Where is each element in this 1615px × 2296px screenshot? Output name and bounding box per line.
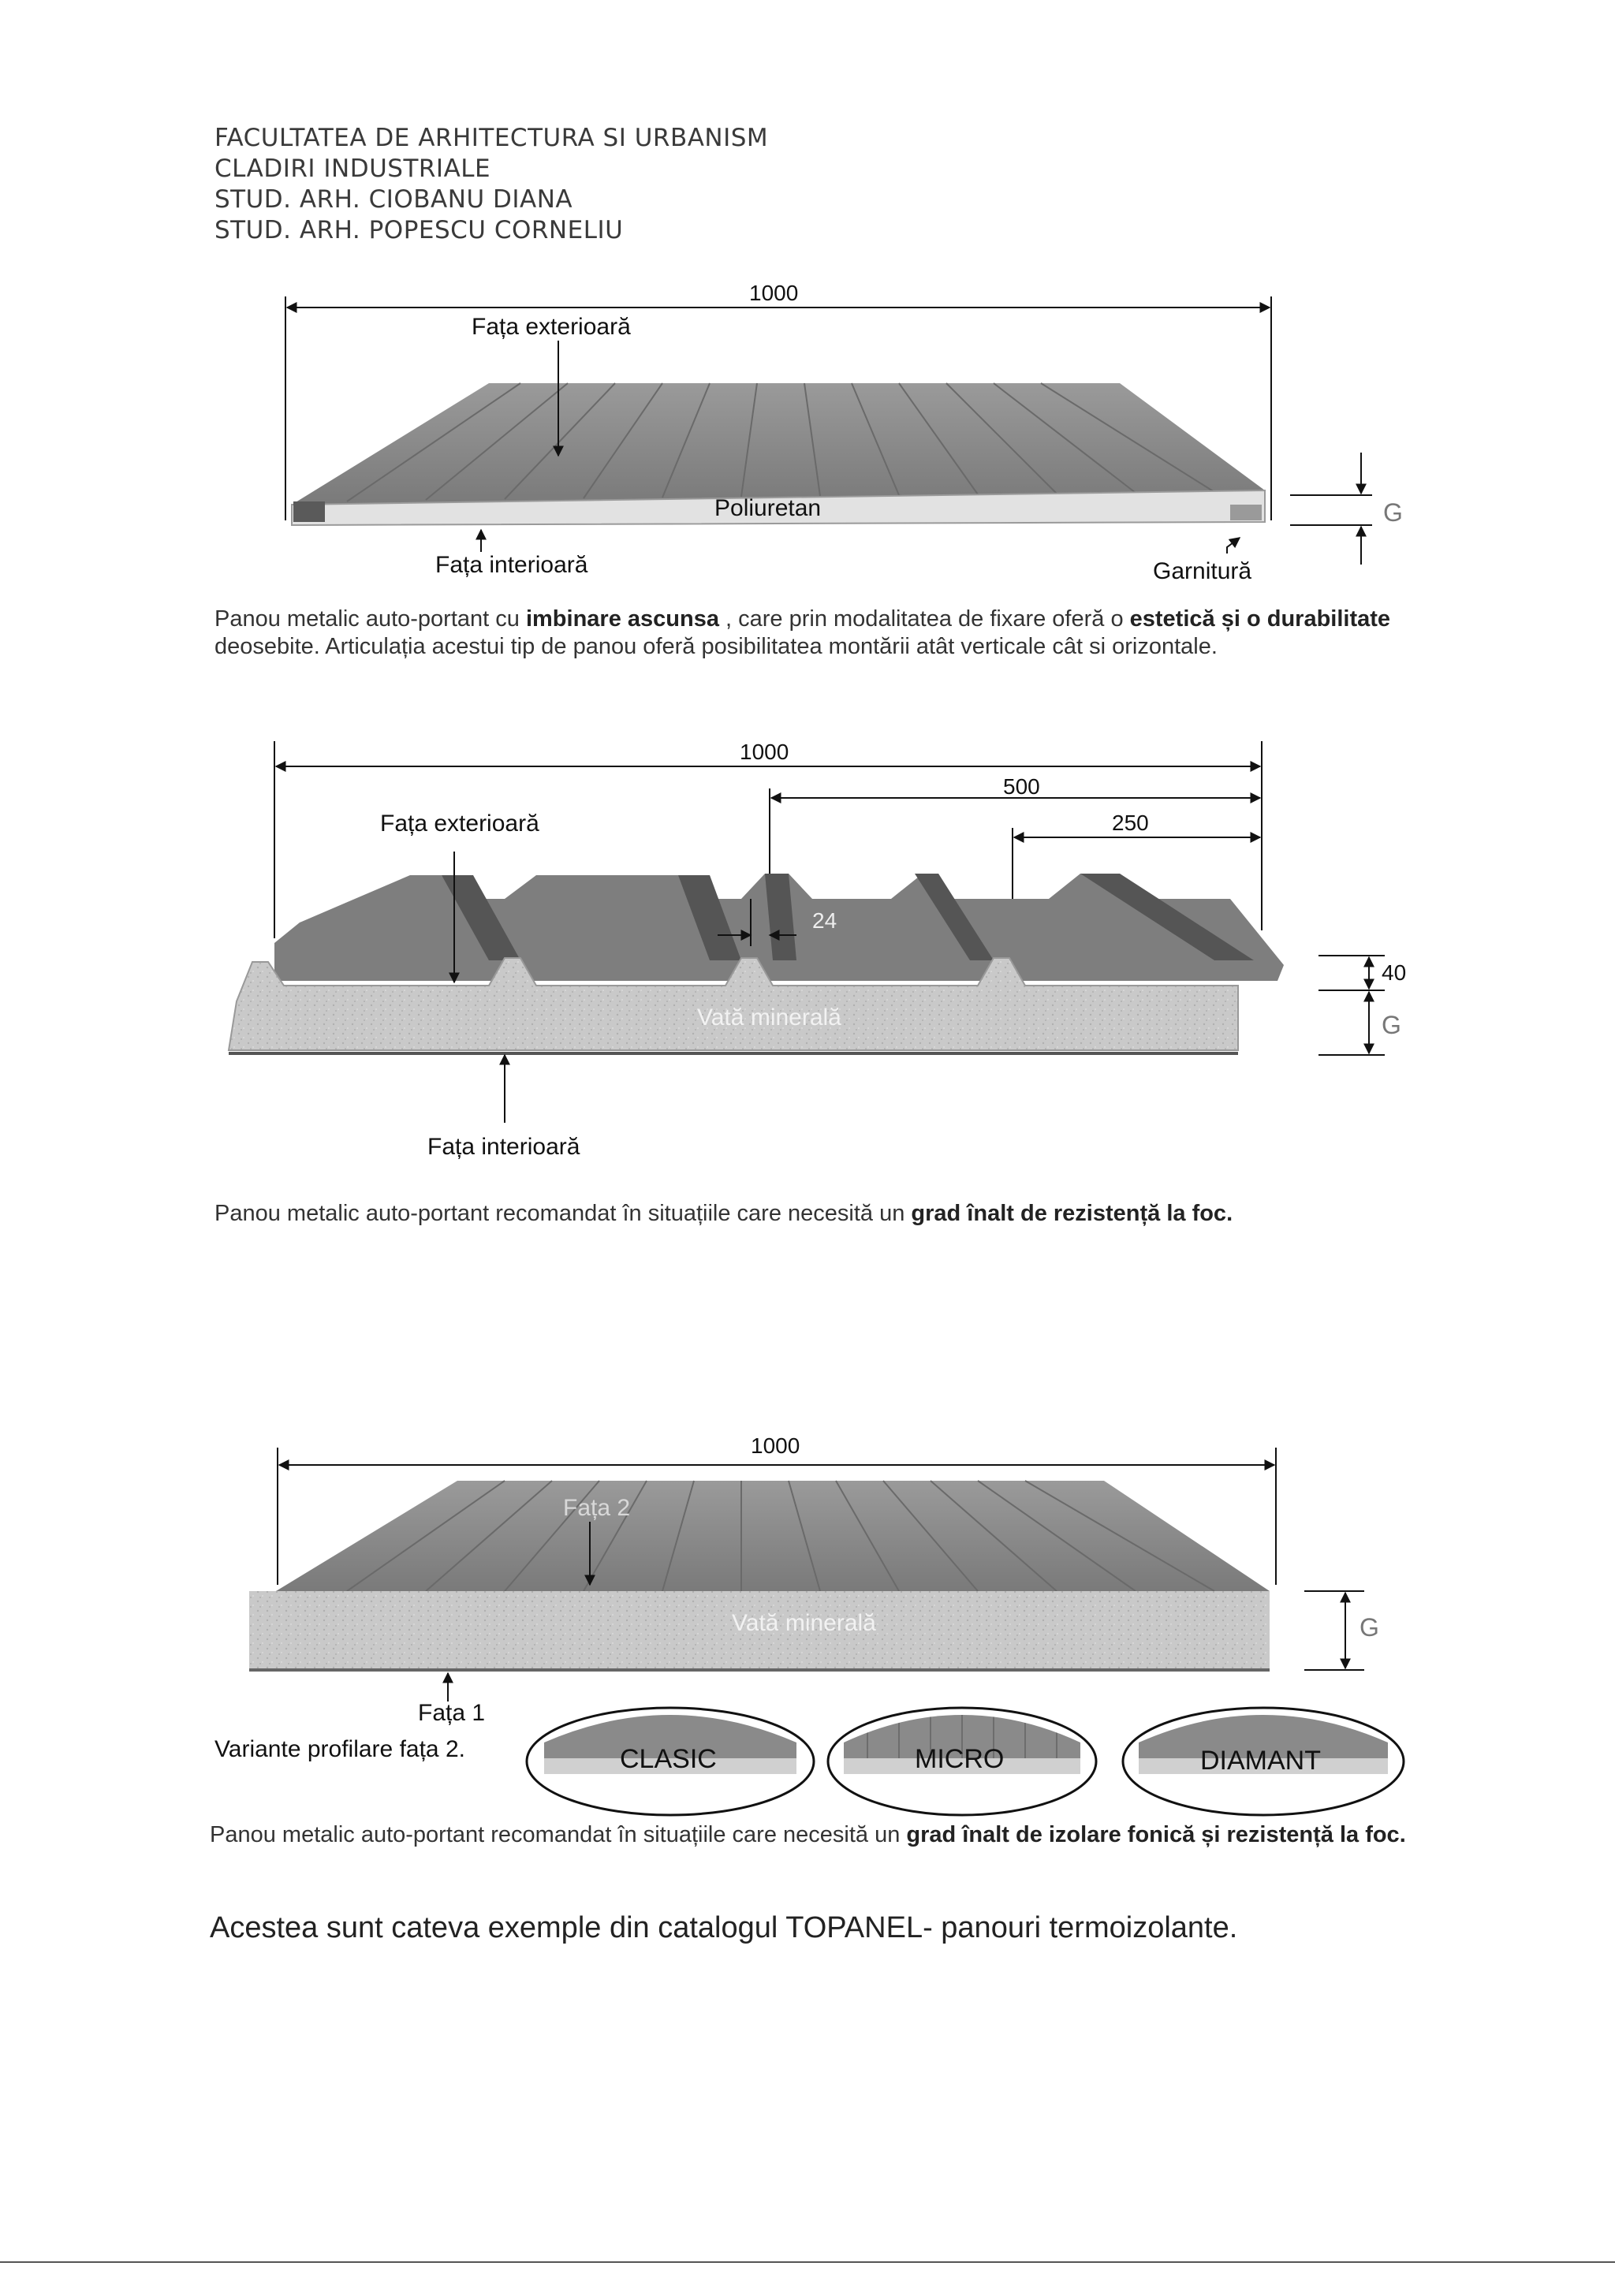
panel1-desc-text-2: , care prin modalitatea de fixare oferă o	[718, 606, 1130, 632]
panel1-label-exterior: Fața exterioară	[472, 314, 631, 340]
variant-micro-label: MICRO	[915, 1744, 1005, 1774]
panel2-desc-text-1: Panou metalic auto-portant recomandat în situațiile care necesită un	[214, 1201, 912, 1226]
variant-diamant-label: DIAMANT	[1200, 1746, 1321, 1776]
panel1-label-g: G	[1383, 498, 1403, 527]
panel3-description	[210, 1821, 1416, 1849]
panel1-dim-width: 1000	[749, 281, 799, 305]
panel3-variants-label: Variante profilare fața 2.	[214, 1736, 465, 1762]
panel3-label-face2: Fața 2	[563, 1495, 631, 1521]
panel2-label-exterior: Fața exterioară	[380, 811, 539, 837]
panel2-dim-width: 1000	[740, 740, 789, 764]
panel2-desc-bold-1: grad înalt de rezistență la foc.	[911, 1201, 1233, 1226]
panel1-desc-bold-2: estetică și o durabilitate	[1129, 606, 1391, 632]
header-faculty: FACULTATEA DE ARHITECTURA SI URBANISM	[214, 124, 769, 152]
header-course: CLADIRI INDUSTRIALE	[214, 155, 491, 183]
panel1-label-interior: Fața interioară	[435, 552, 588, 578]
panel2-dim-500: 500	[1003, 774, 1040, 799]
panel2-label-interior: Fața interioară	[427, 1134, 580, 1160]
panel2-label-g: G	[1382, 1011, 1401, 1039]
panel3-desc-bold-1: grad înalt de izolare fonică și rezistență la foc.	[906, 1822, 1406, 1847]
header-student-1: STUD. ARH. CIOBANU DIANA	[214, 185, 573, 214]
header-student-2: STUD. ARH. POPESCU CORNELIU	[214, 216, 624, 244]
panel3-dim-width: 1000	[751, 1433, 800, 1458]
panel1-drawing	[285, 296, 1372, 565]
panel2-dim-250: 250	[1112, 811, 1149, 835]
catalog-caption: Acestea sunt cateva exemple din catalogul TOPANEL- panouri termoizolante.	[210, 1911, 1238, 1944]
panel1-label-core: Poliuretan	[714, 495, 822, 521]
footer-divider	[0, 2261, 1615, 2263]
variant-clasic-label: CLASIC	[620, 1744, 717, 1774]
panel1-label-gasket: Garnitură	[1153, 558, 1252, 584]
panel3-label-g: G	[1360, 1613, 1379, 1642]
panel2-dim-40: 40	[1382, 960, 1407, 985]
panel3-label-core: Vată minerală	[732, 1610, 876, 1636]
panel1-desc-bold-1: imbinare ascunsa	[525, 606, 719, 632]
panel2-label-core: Vată minerală	[697, 1004, 841, 1031]
panel2-description	[214, 1200, 1413, 1228]
panel3-label-face1: Fața 1	[418, 1700, 486, 1726]
panel2-dim-24: 24	[812, 908, 837, 933]
panel1-desc-text-3: deosebite. Articulația acestui tip de panou oferă posibilitatea montării atât verticale cât si orizontale.	[214, 634, 1218, 659]
panel1-description	[214, 606, 1413, 661]
panel1-desc-text-1: Panou metalic auto-portant cu	[214, 606, 526, 632]
panel2-drawing	[229, 741, 1385, 1123]
panel3-desc-text-1: Panou metalic auto-portant recomandat în situațiile care necesită un	[210, 1822, 907, 1847]
